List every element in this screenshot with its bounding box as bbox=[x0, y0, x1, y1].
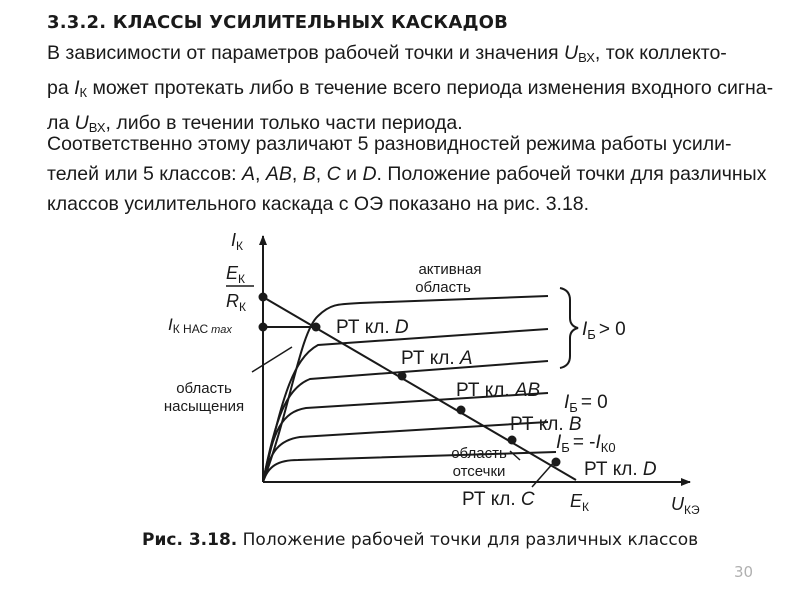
text-run: , либо в течении только части периода. bbox=[105, 112, 463, 134]
ik-nas-max-label: IК НАС max bbox=[168, 315, 232, 336]
conjunction: и bbox=[340, 163, 363, 185]
label-class-d-upper: РТ кл. D bbox=[336, 317, 409, 338]
x-axis-label: $U_{КЭ}$ bbox=[671, 494, 700, 517]
ek-rk-point bbox=[259, 293, 268, 302]
i-symbol: I bbox=[74, 77, 80, 99]
i-subscript: К bbox=[79, 85, 88, 100]
point-class-d-upper bbox=[312, 323, 321, 332]
text-run: телей или 5 классов: bbox=[47, 163, 243, 185]
ib-negative-label: $I_Б = -I_{К0}$ bbox=[556, 432, 616, 455]
text-run: ла bbox=[47, 112, 75, 134]
text-run: ра bbox=[47, 77, 75, 99]
caption-text: Положение рабочей точки для различных классов bbox=[237, 530, 699, 550]
label-class-d-lower: РТ кл. D bbox=[584, 459, 657, 480]
point-class-ab bbox=[457, 406, 466, 415]
paragraph-2-line-3: классов усилительного каскада с ОЭ показано на рис. 3.18. bbox=[47, 193, 590, 215]
class-c-leader bbox=[532, 461, 555, 487]
page-number: 30 bbox=[734, 563, 754, 581]
cutoff-region-line-2: отсечки bbox=[452, 463, 506, 480]
comma: , bbox=[315, 163, 327, 185]
comma: , bbox=[255, 163, 266, 185]
label-class-ab: РТ кл. AB bbox=[456, 380, 541, 401]
saturation-region-line-2: насыщения bbox=[163, 398, 245, 415]
class-ab: AB bbox=[265, 163, 292, 185]
ek-axis-label: $E_К$ bbox=[570, 491, 590, 514]
active-region-line-1: активная bbox=[418, 261, 482, 278]
saturation-region-line-1: область bbox=[176, 380, 232, 397]
point-class-a bbox=[398, 372, 407, 381]
ib-zero-label: $I_Б = 0$ bbox=[564, 392, 608, 415]
rk-label: $R_К$ bbox=[226, 291, 246, 314]
label-class-b: РТ кл. B bbox=[510, 414, 582, 435]
ek-label: $E_К$ bbox=[226, 263, 246, 286]
u-symbol: U bbox=[564, 42, 579, 64]
active-region-line-2: область bbox=[415, 279, 471, 296]
label-class-c: РТ кл. C bbox=[462, 489, 535, 510]
point-class-c bbox=[552, 458, 561, 467]
caption-number: Рис. 3.18. bbox=[142, 530, 238, 550]
text-run: . Положение рабочей точки для различных bbox=[376, 163, 767, 185]
paragraph-2-line-1: Соответственно этому различают 5 разновидностей режима работы усили- bbox=[47, 133, 732, 155]
y-axis-label: $I_К$ bbox=[231, 230, 244, 253]
text-run: , ток коллекто- bbox=[594, 42, 727, 64]
text-run: может протекать либо в течение всего периода изменения входного сигна- bbox=[87, 77, 774, 99]
characteristic-curve-6 bbox=[263, 452, 556, 482]
point-class-b bbox=[508, 436, 517, 445]
figure-caption bbox=[142, 530, 698, 550]
comma: , bbox=[291, 163, 303, 185]
saturation-leader bbox=[252, 347, 292, 372]
text-run: В зависимости от параметров рабочей точки и значения bbox=[47, 42, 565, 64]
brace bbox=[560, 288, 578, 368]
class-c: C bbox=[326, 163, 341, 185]
label-class-a: РТ кл. A bbox=[401, 348, 473, 369]
u-symbol: U bbox=[74, 112, 89, 134]
class-b: B bbox=[302, 163, 316, 185]
class-a: A bbox=[242, 163, 256, 185]
section-heading: 3.3.2. КЛАССЫ УСИЛИТЕЛЬНЫХ КАСКАДОВ bbox=[47, 12, 509, 33]
ik-nas-point bbox=[259, 323, 268, 332]
u-subscript: ВХ bbox=[578, 50, 595, 65]
ib-positive-label: $I_Б > 0$ bbox=[582, 319, 626, 342]
cutoff-region-line-1: область bbox=[451, 445, 507, 462]
class-d: D bbox=[362, 163, 377, 185]
u-subscript: ВХ bbox=[88, 120, 106, 135]
